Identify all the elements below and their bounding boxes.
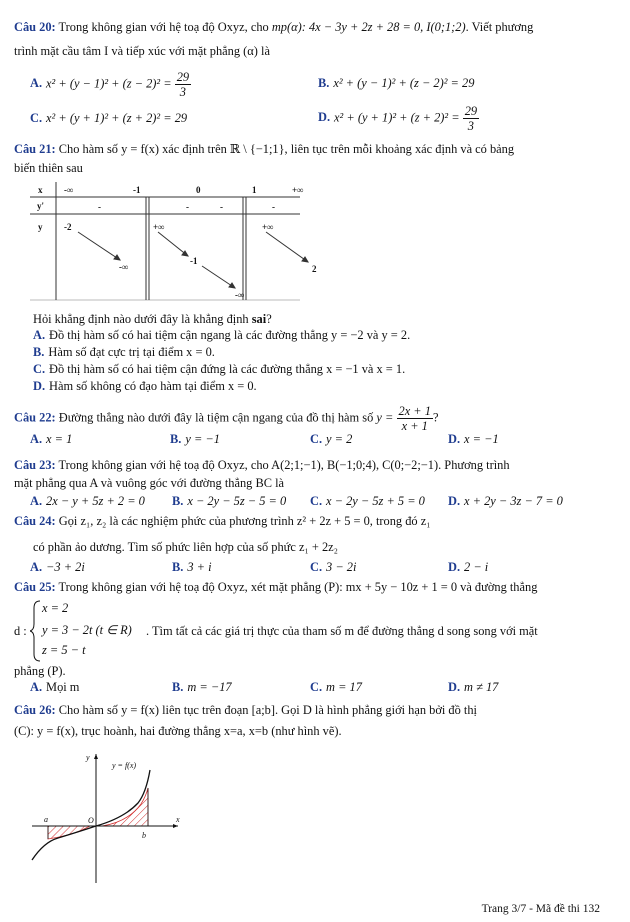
- svg-text:a: a: [44, 815, 48, 824]
- question-number: Câu 20:: [14, 20, 56, 34]
- option-b[interactable]: B. m = −17: [172, 680, 232, 694]
- table-yp-label: y': [37, 201, 45, 211]
- option-c[interactable]: C. x − 2y − 5z + 5 = 0: [310, 494, 425, 508]
- system-brace: [30, 600, 42, 662]
- table-x-label: x: [38, 185, 43, 195]
- question-20: Câu 20: Trong không gian với hệ toạ độ Oxyz, cho mp(α): 4x − 3y + 2z + 28 = 0, I(0;1;2). Viết phương: [14, 20, 534, 34]
- svg-text:1: 1: [252, 185, 257, 195]
- option-c[interactable]: C. 3 − 2i: [310, 560, 357, 574]
- option-a[interactable]: A. Đồ thị hàm số có hai tiệm cận ngang là các đường thẳng y = −2 và y = 2.: [33, 328, 411, 342]
- variation-table: [30, 182, 330, 302]
- svg-text:y = f(x): y = f(x): [112, 761, 137, 770]
- option-b[interactable]: B. 3 + i: [172, 560, 212, 574]
- svg-text:+∞: +∞: [292, 185, 304, 195]
- svg-text:y: y: [86, 753, 90, 762]
- svg-text:-∞: -∞: [119, 262, 129, 272]
- option-a[interactable]: A. Mọi m: [30, 680, 80, 694]
- option-d[interactable]: D. Hàm số không có đạo hàm tại điểm x = 0.: [33, 379, 257, 393]
- svg-text:0: 0: [196, 185, 201, 195]
- option-b[interactable]: B. Hàm số đạt cực trị tại điểm x = 0.: [33, 345, 215, 359]
- question-24: Câu 24: Gọi z₁, z₂ là các nghiệm phức của phương trình z² + 2z + 5 = 0, trong đó z₁: [14, 514, 431, 528]
- svg-text:b: b: [142, 831, 146, 840]
- option-d[interactable]: D. 2 − i: [448, 560, 489, 574]
- option-b[interactable]: B. x² + (y − 1)² + (z − 2)² = 29: [318, 76, 475, 90]
- svg-text:-: -: [98, 202, 101, 212]
- svg-text:x: x: [176, 815, 180, 824]
- question-21-line2: biến thiên sau: [14, 161, 83, 175]
- option-d[interactable]: D. x + 2y − 3z − 7 = 0: [448, 494, 563, 508]
- svg-text:+∞: +∞: [153, 222, 165, 232]
- option-c[interactable]: C. Đồ thị hàm số có hai tiệm cận đứng là các đường thẳng x = −1 và x = 1.: [33, 362, 406, 376]
- svg-text:-: -: [220, 202, 223, 212]
- area-graph: [28, 748, 198, 888]
- svg-text:-: -: [272, 202, 275, 212]
- option-d[interactable]: D. m ≠ 17: [448, 680, 499, 694]
- question-20-line2: trình mặt cầu tâm I và tiếp xúc với mặt phẳng (α) là: [14, 44, 270, 58]
- option-a[interactable]: A. x = 1: [30, 432, 73, 446]
- question-math: mp(α): 4x − 3y + 2z + 28 = 0, I(0;1;2): [271, 20, 466, 34]
- question-text: Trong không gian với hệ toạ độ Oxyz, cho: [58, 20, 269, 34]
- option-b[interactable]: B. y = −1: [170, 432, 220, 446]
- option-a[interactable]: A. 2x − y + 5z + 2 = 0: [30, 494, 145, 508]
- svg-text:-1: -1: [190, 256, 198, 266]
- svg-text:-1: -1: [133, 185, 141, 195]
- table-y-label: y: [38, 222, 43, 232]
- option-d[interactable]: D. x² + (y + 1)² + (z + 2)² = $\frac{29}{3}$: [318, 104, 478, 133]
- question-21-prompt: Hỏi khẳng định nào dưới đây là khẳng định sai?: [33, 312, 272, 326]
- option-a[interactable]: A. x² + (y − 1)² + (z − 2)² = $\frac{29}{3}$: [30, 70, 190, 99]
- svg-text:O: O: [88, 816, 94, 825]
- svg-text:-2: -2: [64, 222, 72, 232]
- option-c[interactable]: C. y = 2: [310, 432, 353, 446]
- option-c[interactable]: C. m = 17: [310, 680, 362, 694]
- question-23: Câu 23: Trong không gian với hệ toạ độ Oxyz, cho A(2;1;−1), B(−1;0;4), C(0;−2;−1). Phương trình: [14, 458, 510, 472]
- question-26: Câu 26: Cho hàm số y = f(x) liên tục trên đoạn [a;b]. Gọi D là hình phẳng giới hạn bởi đồ thị: [14, 703, 478, 717]
- svg-text:2: 2: [312, 264, 317, 274]
- svg-text:-∞: -∞: [235, 290, 245, 300]
- svg-text:+∞: +∞: [262, 222, 274, 232]
- svg-text:-∞: -∞: [64, 185, 74, 195]
- option-c[interactable]: C. x² + (y + 1)² + (z + 2)² = 29: [30, 111, 188, 125]
- question-22: Câu 22: Đường thẳng nào dưới đây là tiệm cận ngang của đồ thị hàm số y = $\frac{2x + 1}{x + 1}$ ?: [14, 404, 439, 433]
- question-21: Câu 21: Cho hàm số y = f(x) xác định trên ℝ \ {−1;1}, liên tục trên mỗi khoảng xác định và có bảng: [14, 142, 515, 156]
- question-25: Câu 25: Trong không gian với hệ toạ độ Oxyz, xét mặt phẳng (P): mx + 5y − 10z + 1 = 0 và đường thẳng: [14, 580, 538, 594]
- option-d[interactable]: D. x = −1: [448, 432, 499, 446]
- option-b[interactable]: B. x − 2y − 5z − 5 = 0: [172, 494, 287, 508]
- page-footer: Trang 3/7 - Mã đề thi 132: [481, 903, 600, 915]
- svg-text:-: -: [186, 202, 189, 212]
- option-a[interactable]: A. −3 + 2i: [30, 560, 85, 574]
